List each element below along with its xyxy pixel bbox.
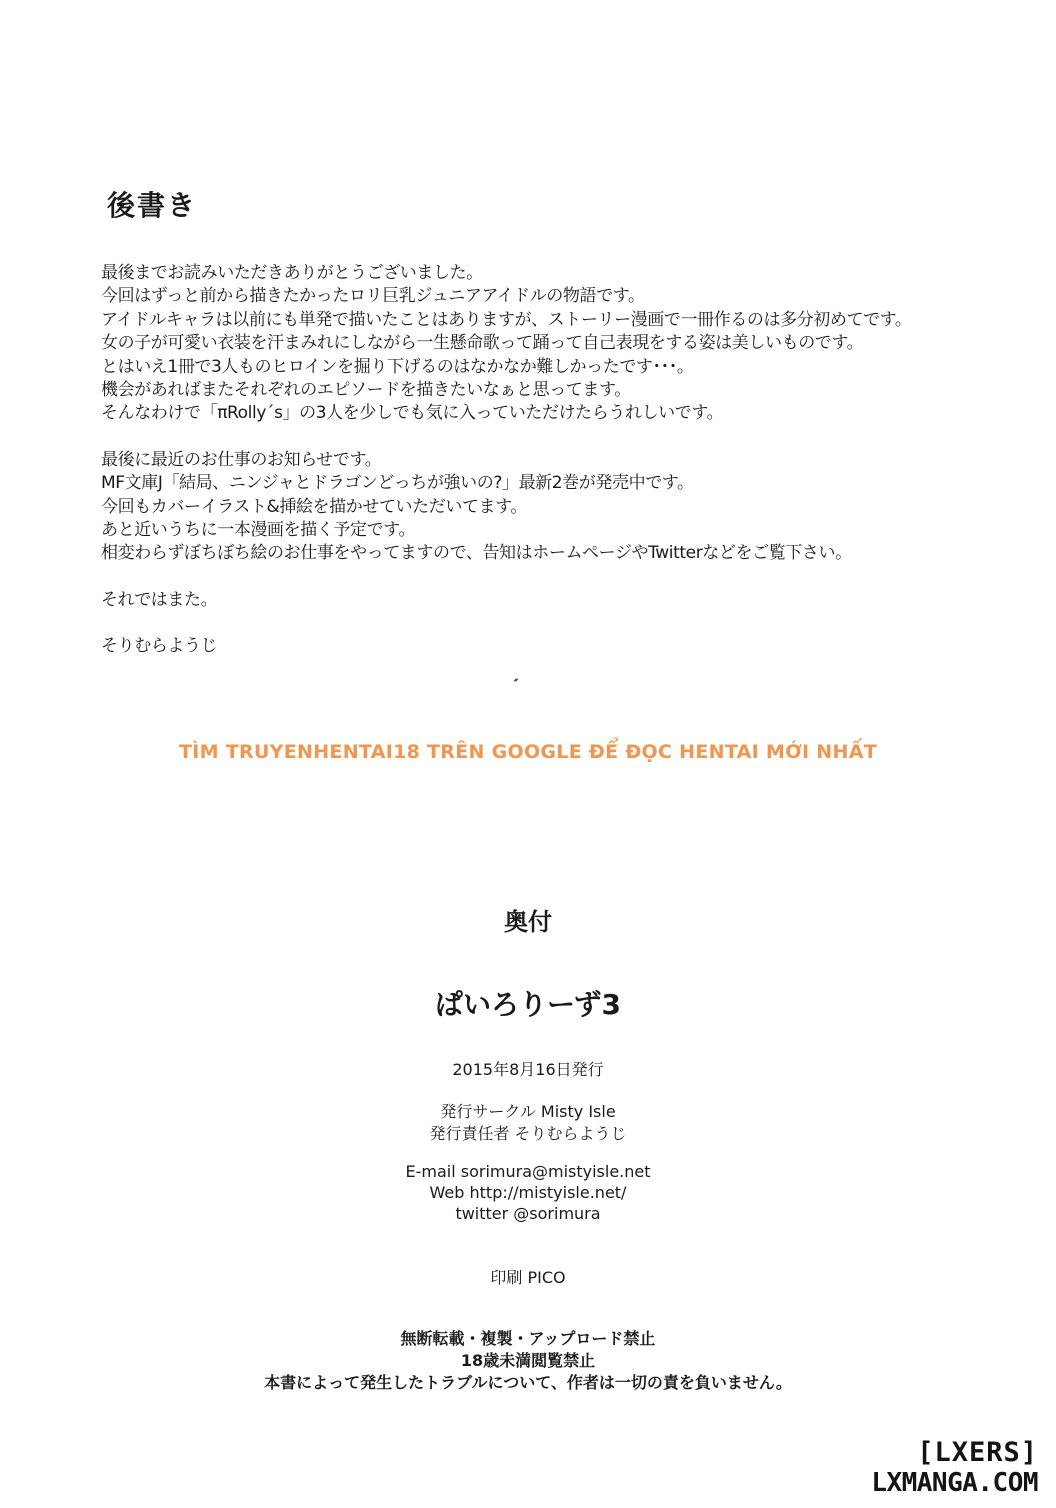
logo-line-bottom: LXMANGA.COM bbox=[871, 1468, 1038, 1498]
afterword-heading: 後書き bbox=[107, 189, 198, 222]
site-logo bbox=[871, 1439, 1038, 1496]
contact-web: Web http://mistyisle.net/ bbox=[429, 1183, 627, 1202]
news-line: 最後に最近のお仕事のお知らせです。 bbox=[101, 449, 382, 470]
paragraph-gap bbox=[101, 426, 1001, 449]
afterword-line: 今回はずっと前から描きたかったロリ巨乳ジュニアアイドルの物語です。 bbox=[101, 286, 645, 307]
contact-email: E-mail sorimura@mistyisle.net bbox=[405, 1162, 651, 1181]
news-line: あと近いうちに一本漫画を描く予定です。 bbox=[101, 519, 416, 540]
afterword-line: アイドルキャラは以前にも単発で描いたことはありますが、ストーリー漫画で一冊作るのは多分初めてです。 bbox=[101, 309, 912, 330]
afterword-line: 機会があればまたそれぞれのエピソードを描きたいなぁと思ってます。 bbox=[101, 379, 631, 400]
afterword-line: 女の子が可愛い衣装を汗まみれにしながら一生懸命歌って踊って自己表現をする姿は美しいものです。 bbox=[101, 333, 864, 354]
afterword-line: 最後までお読みいただきありがとうございました。 bbox=[101, 263, 483, 283]
news-line: MF文庫J「結局、ニンジャとドラゴンどっちが強いの?」最新2巻が発売中です。 bbox=[101, 473, 694, 494]
author-signature: そりむらようじ bbox=[101, 636, 218, 657]
afterword-line: とはいえ1冊で3人ものヒロインを掘り下げるのはなかなか難しかったです･･･。 bbox=[101, 356, 694, 377]
publication-date: 2015年8月16日発行 bbox=[452, 1060, 604, 1079]
afterword-body bbox=[101, 262, 1001, 658]
printer-info: 印刷 PICO bbox=[490, 1268, 566, 1287]
publisher-circle: 発行サークル Misty Isle bbox=[440, 1102, 616, 1121]
paper-speck bbox=[514, 678, 518, 682]
closing-line: それではまた。 bbox=[101, 589, 218, 610]
paragraph-gap bbox=[101, 566, 1001, 589]
watermark-banner: TÌM TRUYENHENTAI18 TRÊN GOOGLE ĐỂ ĐỌC HENTAI MỚI NHẤT bbox=[179, 741, 877, 763]
logo-line-top: [LXERS] bbox=[917, 1437, 1038, 1468]
news-line: 今回もカバーイラスト&挿絵を描かせていただいてます。 bbox=[101, 496, 527, 517]
news-line: 相変わらずぼちぼち絵のお仕事をやってますので、告知はホームページやTwitterなどをご覧下さい。 bbox=[101, 543, 852, 564]
copy-notice: 無断転載・複製・アップロード禁止 bbox=[400, 1329, 656, 1348]
book-title: ぱいろりーず3 bbox=[434, 988, 622, 1021]
contact-twitter: twitter @sorimura bbox=[455, 1204, 601, 1223]
age-notice: 18歳未満閲覧禁止 bbox=[460, 1351, 596, 1370]
afterword-line: そんなわけで「πRolly´s」の3人を少しでも気に入っていただけたらうれしいです。 bbox=[101, 403, 724, 424]
colophon-heading: 奥付 bbox=[504, 908, 552, 936]
responsible-person: 発行責任者 そりむらようじ bbox=[429, 1124, 627, 1143]
paragraph-gap bbox=[101, 612, 1001, 635]
liability-notice: 本書によって発生したトラブルについて、作者は一切の責を負いません。 bbox=[264, 1373, 792, 1392]
